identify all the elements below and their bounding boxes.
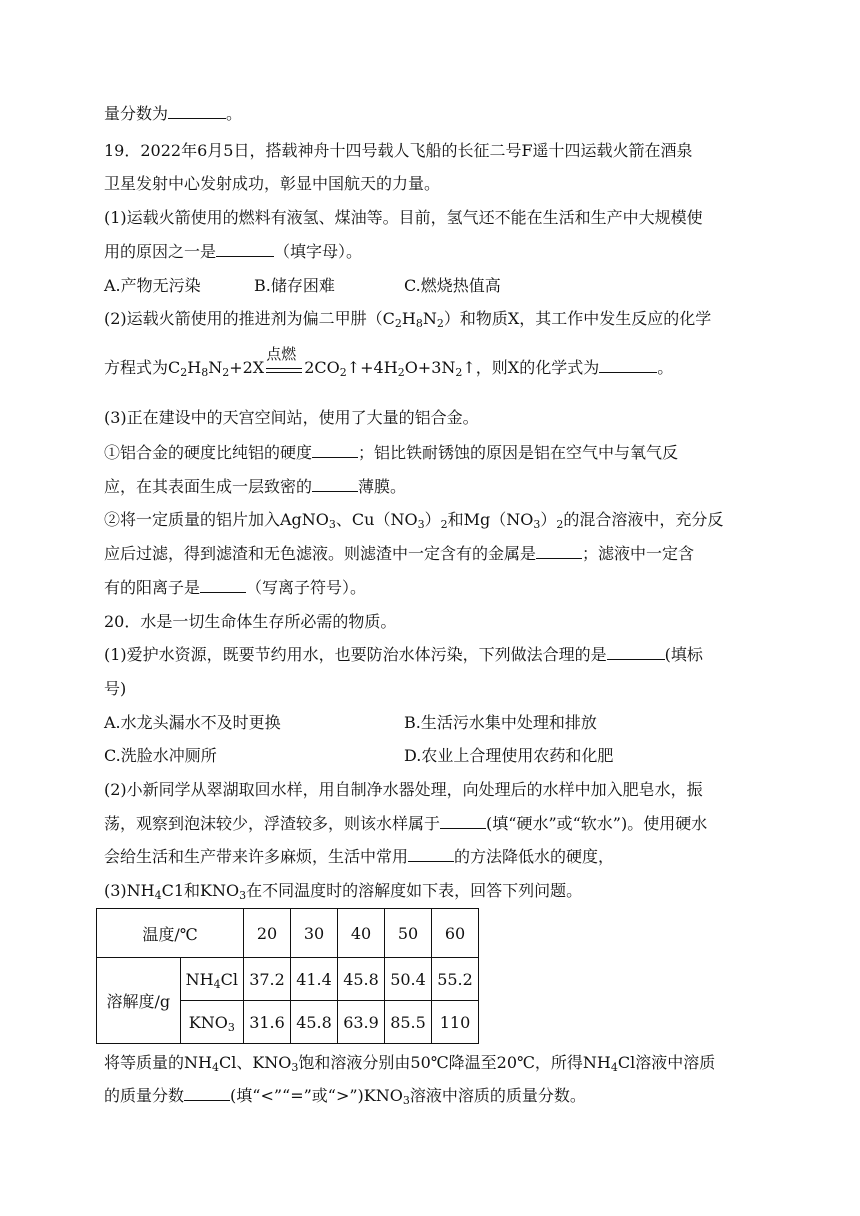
text: 、Cu（NO	[335, 510, 418, 529]
q20-part3-q2	[104, 1086, 586, 1106]
text: （填字母）。	[274, 242, 363, 261]
value-cell: 37.2	[244, 958, 291, 1001]
text: 有的阳离子是	[104, 578, 201, 597]
answer-blank[interactable]	[312, 443, 358, 458]
text: KNO	[188, 1012, 228, 1032]
text: ↑，则X的化学式为	[462, 358, 600, 377]
solubility-table	[96, 908, 479, 1044]
text: 薄膜。	[358, 477, 407, 496]
temp-cell: 40	[338, 909, 385, 958]
equals-bar	[266, 372, 302, 373]
subscript: 2	[556, 518, 564, 531]
q19-part3-2	[104, 477, 406, 497]
subscript: 2	[222, 366, 230, 379]
q20-part2-3	[104, 847, 614, 867]
temp-cell: 50	[385, 909, 432, 958]
table-row	[97, 909, 479, 958]
value-cell: 41.4	[291, 958, 338, 1001]
answer-blank[interactable]	[216, 242, 274, 257]
text: 量分数为	[104, 104, 169, 123]
temp-cell: 60	[432, 909, 479, 958]
substance-nh4cl	[180, 958, 243, 1001]
text: (填标	[664, 645, 703, 664]
table-row	[97, 958, 479, 1001]
subscript: 8	[415, 317, 423, 330]
temp-cell: 30	[291, 909, 338, 958]
text: Cl溶液中溶质	[617, 1053, 716, 1072]
q19-option-a: A.产物无污染	[104, 276, 201, 295]
text: ↑+4H	[346, 358, 398, 377]
text: 。	[657, 358, 674, 377]
text: ）	[540, 510, 557, 529]
subscript: 3	[417, 518, 425, 531]
q19-part2-1	[104, 309, 711, 329]
text: ；铝比铁耐锈蚀的原因是铝在空气中与氧气反	[358, 443, 679, 462]
text: (3)NH	[104, 881, 155, 900]
text: Cl、KNO	[218, 1053, 292, 1072]
text: 。	[226, 104, 243, 123]
text: ②将一定质量的铝片加入AgNO	[104, 510, 329, 529]
q19-part3-5	[104, 578, 366, 598]
value-cell: 55.2	[432, 958, 479, 1001]
text: ）	[424, 510, 441, 529]
subscript: 3	[291, 1061, 299, 1074]
q20-part3-q1	[104, 1053, 715, 1073]
text: O+3N	[404, 358, 456, 377]
answer-blank[interactable]	[536, 544, 582, 559]
subscript: 2	[436, 317, 444, 330]
q20-part1-1	[104, 645, 703, 665]
text: C1和KNO	[161, 881, 240, 900]
text: H	[401, 309, 416, 328]
q19-part1-2	[104, 242, 362, 262]
subscript: 2	[397, 366, 405, 379]
q20-part2-2	[104, 814, 707, 834]
text: （写离子符号）。	[246, 578, 367, 597]
q20-part2-1: (2)小新同学从翠湖取回水样，用自制净水器处理，向处理后的水样中加入肥皂水，振	[104, 780, 703, 799]
text: N	[422, 309, 437, 328]
q19-part3: (3)正在建设中的天宫空间站，使用了大量的铝合金。	[104, 408, 479, 427]
condition-label: 点燃	[266, 345, 297, 363]
text: 的质量分数	[104, 1086, 185, 1105]
text: 将等质量的NH	[104, 1053, 212, 1072]
subscript: 3	[239, 889, 247, 902]
text: 的方法降低水的硬度，	[454, 847, 615, 866]
value-cell: 50.4	[385, 958, 432, 1001]
text: Cl	[220, 969, 238, 989]
q19-part3-1	[104, 443, 678, 463]
subscript: 3	[402, 1094, 410, 1107]
value-cell: 31.6	[244, 1001, 291, 1044]
answer-blank[interactable]	[607, 645, 665, 660]
temp-cell: 20	[244, 909, 291, 958]
q20-part1-2: 号)	[104, 679, 127, 698]
text: ；滤液中一定含	[582, 544, 695, 563]
subscript: 2	[455, 366, 463, 379]
value-cell: 63.9	[338, 1001, 385, 1044]
q19-option-b: B.储存困难	[254, 276, 335, 295]
q20-option-d: D.农业上合理使用农药和化肥	[404, 746, 614, 765]
text: 会给生活和生产带来许多麻烦，生活中常用	[104, 847, 409, 866]
subscript: 2	[440, 518, 448, 531]
q18-tail	[104, 104, 242, 124]
text: 用的原因之一是	[104, 242, 217, 261]
reaction-condition	[264, 345, 304, 378]
subscript: 2	[394, 317, 402, 330]
text: 和Mg（NO	[447, 510, 534, 529]
text: H	[187, 358, 202, 377]
text: 饱和溶液分别由50℃降温至20℃，所得NH	[298, 1053, 611, 1072]
answer-blank[interactable]	[184, 1086, 230, 1101]
temp-header: 温度/℃	[97, 909, 244, 958]
text: ）和物质X，其工作中发生反应的化学	[443, 309, 712, 328]
subscript: 8	[201, 366, 209, 379]
q20-option-c: C.洗脸水冲厕所	[104, 746, 217, 765]
q20-stem: 20．水是一切生命体生存所必需的物质。	[104, 612, 397, 631]
value-cell: 85.5	[385, 1001, 432, 1044]
text: (填“硬水”或“软水”)。使用硬水	[486, 814, 708, 833]
subscript: 3	[533, 518, 541, 531]
answer-blank[interactable]	[200, 578, 246, 593]
q20-option-a: A.水龙头漏水不及时更换	[104, 713, 281, 732]
text: 方程式为C	[104, 358, 181, 377]
subscript: 4	[211, 1061, 219, 1074]
text: 在不同温度时的溶解度如下表，回答下列问题。	[246, 881, 583, 900]
answer-blank[interactable]	[312, 477, 358, 492]
q19-stem-2: 卫星发射中心发射成功，彰显中国航天的力量。	[104, 174, 441, 193]
answer-blank[interactable]	[168, 104, 226, 119]
q19-option-c: C.燃烧热值高	[404, 276, 501, 295]
text: +2X	[229, 358, 265, 377]
value-cell: 110	[432, 1001, 479, 1044]
subscript: 2	[180, 366, 188, 379]
text: N	[208, 358, 223, 377]
text: 荡，观察到泡沫较少，浮渣较多，则该水样属于	[104, 814, 441, 833]
subscript: 4	[213, 977, 221, 991]
subscript: 3	[328, 518, 336, 531]
answer-blank[interactable]	[599, 358, 657, 373]
q19-part3-3	[104, 510, 723, 530]
answer-blank[interactable]	[408, 847, 454, 862]
value-cell: 45.8	[338, 958, 385, 1001]
q20-part3	[104, 881, 582, 901]
text: 应后过滤，得到滤渣和无色滤液。则滤渣中一定含有的金属是	[104, 544, 537, 563]
text: 的混合溶液中，充分反	[563, 510, 724, 529]
q19-equation	[104, 345, 674, 379]
q19-part1-1: (1)运载火箭使用的燃料有液氢、煤油等。目前，氢气还不能在生活和生产中大规模使	[104, 208, 703, 227]
text: ①铝合金的硬度比纯铝的硬度	[104, 443, 313, 462]
subscript: 3	[227, 1020, 235, 1034]
q20-option-b: B.生活污水集中处理和排放	[404, 713, 597, 732]
subscript: 4	[610, 1061, 618, 1074]
q19-stem-1: 19．2022年6月5日，搭载神舟十四号载人飞船的长征二号F遥十四运载火箭在酒泉	[104, 141, 693, 160]
text: (填“<”“=”或“>”)KNO	[230, 1086, 403, 1105]
subscript: 4	[154, 889, 162, 902]
text: (1)爱护水资源，既要节约用水，也要防治水体污染，下列做法合理的是	[104, 645, 607, 664]
text: (2)运载火箭使用的推进剂为偏二甲肼（C	[104, 309, 395, 328]
solubility-label: 溶解度/g	[97, 958, 181, 1044]
equals-bar	[266, 368, 302, 369]
answer-blank[interactable]	[440, 814, 486, 829]
text: 溶液中溶质的质量分数。	[409, 1086, 586, 1105]
text: NH	[185, 969, 214, 989]
text: 2CO	[304, 358, 340, 377]
subscript: 2	[339, 366, 347, 379]
q19-part3-4	[104, 544, 694, 564]
value-cell: 45.8	[291, 1001, 338, 1044]
text: 应，在其表面生成一层致密的	[104, 477, 313, 496]
substance-kno3	[180, 1001, 243, 1044]
